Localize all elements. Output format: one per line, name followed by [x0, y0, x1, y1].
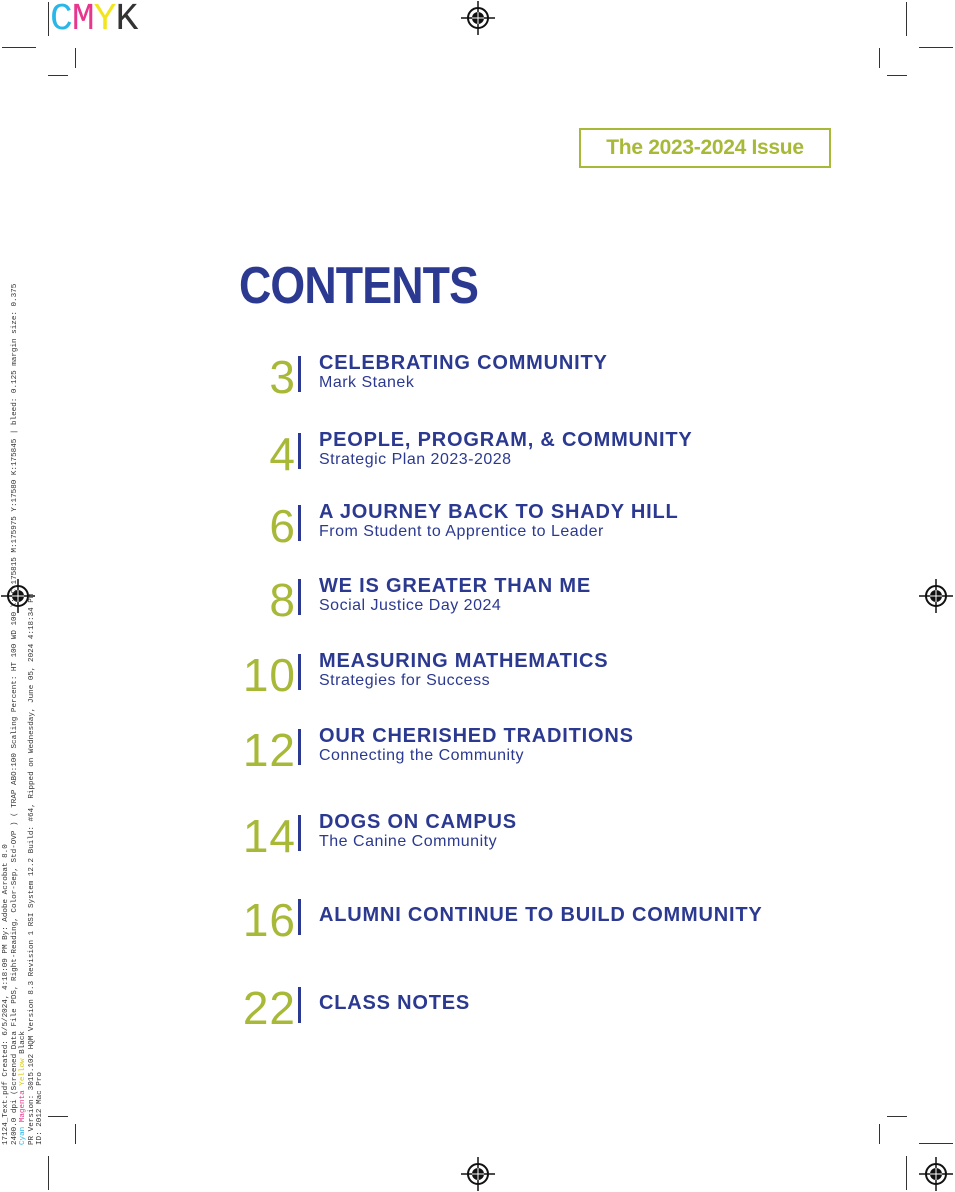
slug-line: PR Version: 3015.102 HQM Version 8.3 Revision 1 RSI System 12.2 Build: #64, Ripped on Wednesday, June 05, 2024 4:18:34 PM — [27, 593, 36, 1145]
toc-title: CELEBRATING COMMUNITY — [319, 352, 608, 374]
toc-entry[interactable] — [236, 725, 836, 785]
crop-mark — [879, 1124, 880, 1144]
toc-title: A JOURNEY BACK TO SHADY HILL — [319, 501, 679, 523]
toc-divider — [298, 654, 301, 690]
toc-title: WE IS GREATER THAN ME — [319, 575, 591, 597]
toc-title: DOGS ON CAMPUS — [319, 811, 517, 833]
toc-page-number: 3 — [269, 351, 296, 403]
registration-mark-icon — [461, 1157, 495, 1191]
toc-page-number: 14 — [242, 810, 296, 862]
toc-page-number: 22 — [242, 982, 296, 1034]
slug-line: 17124_Text.pdf Created: 6/5/2024, 4:18:09 PM By: Adobe Acrobat 8.0 — [2, 844, 10, 1145]
toc-entry[interactable] — [236, 811, 836, 871]
crop-mark — [887, 1116, 907, 1117]
toc-page-number: 4 — [269, 428, 296, 480]
crop-mark — [887, 75, 907, 76]
toc-divider — [298, 899, 301, 935]
toc-page-number: 12 — [242, 724, 296, 776]
slug-color-words — [19, 284, 28, 1145]
cmyk-letter-m: M — [71, 0, 94, 41]
crop-mark — [48, 2, 49, 36]
toc-entry[interactable] — [236, 895, 836, 955]
slug-black: Black — [19, 1031, 27, 1054]
slug-magenta: Magenta — [19, 1090, 27, 1123]
slug-line: 2400.0 dpi (Screened Data File PDS, Right-Reading, Color-Sep, Std-OVP ) ( TRAP ABO:100 Scaling Percent: HT 100 WD 100 \; C:175815 M:175975 Y:17580 K:175845 | bleed: 0.125 margin size: 0.375 — [10, 283, 19, 1145]
slug-yellow: Yellow — [19, 1058, 27, 1086]
toc-subtitle: Strategic Plan 2023-2028 — [319, 451, 512, 468]
toc-subtitle: Connecting the Community — [319, 747, 524, 764]
toc-title: OUR CHERISHED TRADITIONS — [319, 725, 634, 747]
toc-subtitle: Strategies for Success — [319, 672, 491, 689]
slug-cyan: Cyan — [19, 1126, 27, 1145]
crop-mark — [906, 2, 907, 36]
toc-entry[interactable] — [236, 501, 836, 561]
toc-subtitle: Social Justice Day 2024 — [319, 597, 502, 614]
crop-mark — [879, 48, 880, 68]
toc-entry[interactable] — [236, 650, 836, 710]
crop-mark — [906, 1156, 907, 1190]
toc-title: PEOPLE, PROGRAM, & COMMUNITY — [319, 429, 693, 451]
crop-mark — [48, 1156, 49, 1190]
registration-mark-icon — [919, 1157, 953, 1191]
toc-divider — [298, 815, 301, 851]
toc-divider — [298, 579, 301, 615]
toc-divider — [298, 433, 301, 469]
toc-entry[interactable] — [236, 352, 836, 412]
toc-divider — [298, 987, 301, 1023]
toc-title: MEASURING MATHEMATICS — [319, 650, 609, 672]
slug-line: ID: 2012 Mac Pro — [36, 1072, 44, 1145]
toc-subtitle: Mark Stanek — [319, 374, 415, 391]
toc-divider — [298, 729, 301, 765]
toc-divider — [298, 505, 301, 541]
registration-mark-icon — [919, 579, 953, 613]
issue-label: The 2023-2024 Issue — [579, 128, 831, 168]
cmyk-letter-c: C — [50, 0, 72, 41]
crop-mark — [919, 47, 953, 48]
toc-entry[interactable] — [236, 983, 836, 1043]
printer-slug — [2, 284, 45, 1145]
toc-title: CLASS NOTES — [319, 992, 471, 1014]
crop-mark — [2, 47, 36, 48]
crop-mark — [75, 1124, 76, 1144]
crop-mark — [75, 48, 76, 68]
contents-heading: CONTENTS — [239, 257, 479, 315]
toc-page-number: 16 — [242, 894, 296, 946]
cmyk-color-bar — [50, 0, 137, 40]
crop-mark — [919, 1143, 953, 1144]
toc-subtitle: The Canine Community — [319, 833, 498, 850]
toc-page-number: 10 — [242, 649, 296, 701]
toc-divider — [298, 356, 301, 392]
cmyk-letter-k: K — [115, 0, 138, 41]
registration-mark-icon — [461, 1, 495, 35]
crop-mark — [48, 75, 68, 76]
toc-entry[interactable] — [236, 429, 836, 489]
toc-title: ALUMNI CONTINUE TO BUILD COMMUNITY — [319, 904, 763, 926]
toc-page-number: 6 — [269, 500, 296, 552]
cmyk-letter-y: Y — [93, 0, 116, 41]
toc-page-number: 8 — [269, 574, 296, 626]
toc-entry[interactable] — [236, 575, 836, 635]
crop-mark — [48, 1116, 68, 1117]
toc-subtitle: From Student to Apprentice to Leader — [319, 523, 604, 540]
